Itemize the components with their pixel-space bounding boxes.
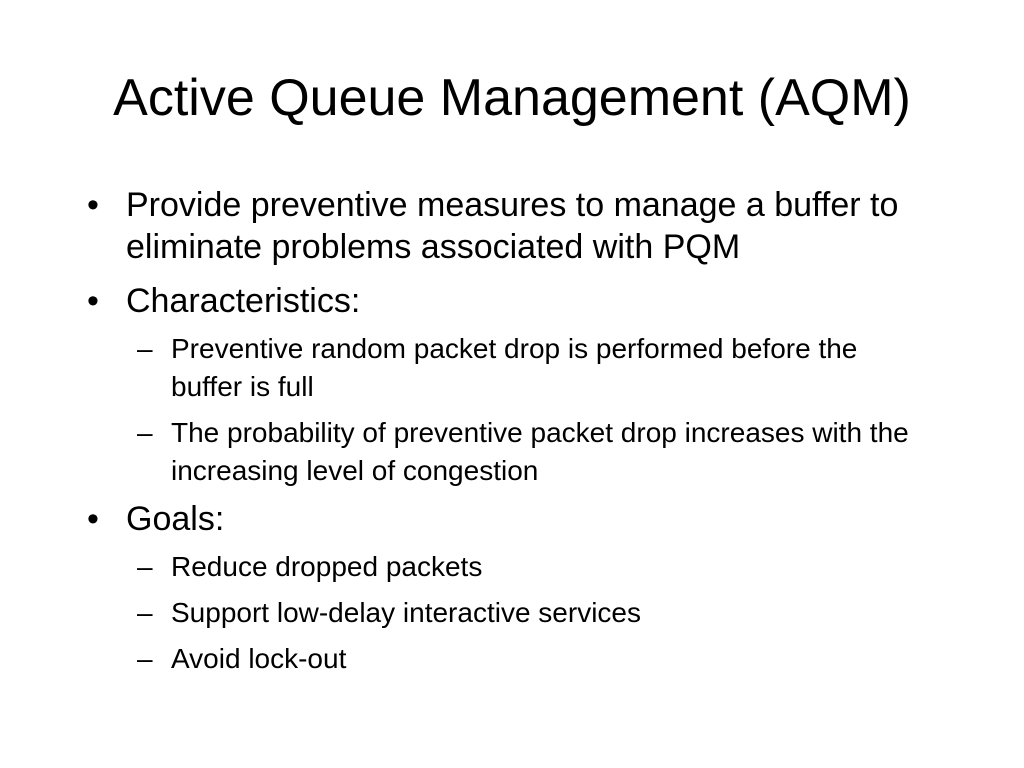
bullet-item-characteristics: [0, 280, 916, 322]
dash-icon: –: [137, 333, 153, 364]
sub-bullet-item: [0, 640, 916, 678]
dash-icon: –: [137, 643, 153, 674]
slide-body: [0, 184, 1024, 686]
dash-icon: –: [137, 417, 153, 448]
sub-bullet-item: [0, 330, 916, 406]
bullet-text: Goals:: [126, 500, 225, 538]
bullet-icon: •: [87, 186, 99, 224]
sub-bullet-text: The probability of preventive packet drop increases with the increasing level of congestion: [171, 417, 909, 486]
bullet-icon: •: [87, 500, 99, 538]
slide-title: Active Queue Management (AQM): [113, 69, 911, 127]
sub-bullet-text: Avoid lock-out: [171, 643, 347, 674]
sub-bullet-text: Support low-delay interactive services: [171, 597, 641, 628]
sub-list-characteristics: [0, 330, 1024, 490]
bullet-text: Provide preventive measures to manage a buffer to eliminate problems associated with PQM: [126, 186, 899, 266]
sub-list-goals: [0, 548, 1024, 678]
bullet-item-provide: [0, 184, 916, 268]
sub-bullet-text: Preventive random packet drop is performed before the buffer is full: [171, 333, 858, 402]
sub-bullet-text: Reduce dropped packets: [171, 551, 483, 582]
sub-bullet-item: [0, 414, 916, 490]
sub-bullet-item: [0, 548, 916, 586]
sub-bullet-item: [0, 594, 916, 632]
bullet-item-goals: [0, 498, 916, 540]
dash-icon: –: [137, 597, 153, 628]
bullet-icon: •: [87, 282, 99, 320]
bullet-text: Characteristics:: [126, 282, 361, 320]
dash-icon: –: [137, 551, 153, 582]
